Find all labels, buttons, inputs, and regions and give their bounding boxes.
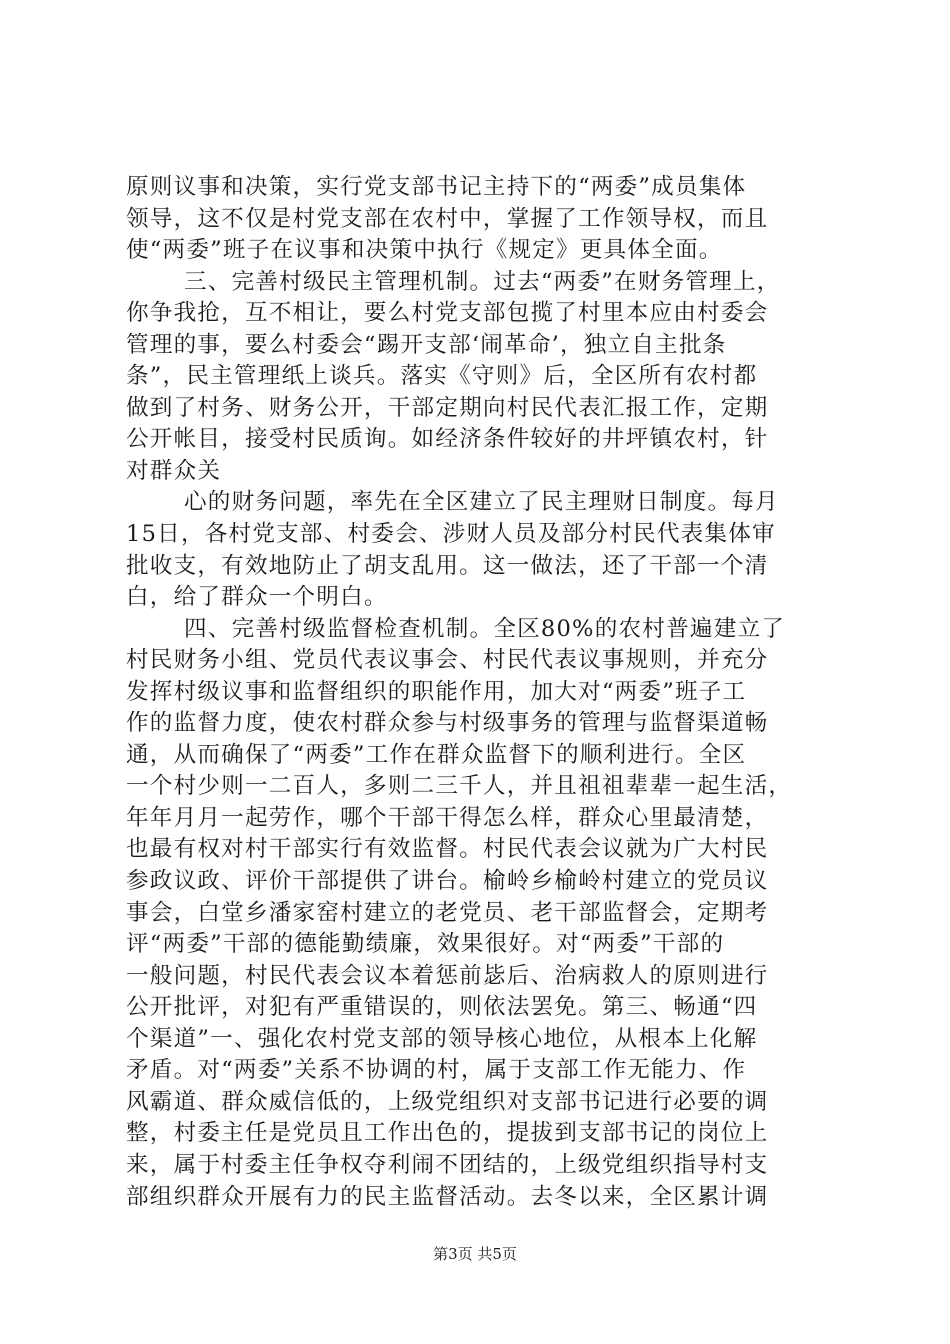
text-line: 批收支，有效地防止了胡支乱用。这一做法，还了干部一个清	[126, 552, 769, 579]
text-line: 也最有权对村干部实行有效监督。村民代表会议就为广大村民	[126, 836, 769, 863]
text-line: 白，给了群众一个明白。	[126, 584, 388, 611]
text-line: 条”，民主管理纸上谈兵。落实《守则》后，全区所有农村都	[126, 363, 758, 390]
text-line: 一个村少则一二百人，多则二三千人，并且祖祖辈辈一起生活，	[126, 773, 793, 800]
text-line: 公开帐目，接受村民质询。如经济条件较好的井坪镇农村，针	[126, 426, 769, 453]
text-line: 整，村委主任是党员且工作出色的，提拔到支部书记的岗位上	[126, 1120, 769, 1147]
text-line: 风霸道、群众威信低的，上级党组织对支部书记进行必要的调	[126, 1088, 769, 1115]
text-line: 三、完善村级民主管理机制。过去“两委”在财务管理上，	[184, 268, 781, 295]
page-footer: 第3页 共5页	[433, 1245, 517, 1263]
text-line: 村民财务小组、党员代表议事会、村民代表议事规则，并充分	[126, 647, 769, 674]
text-line: 你争我抢，互不相让，要么村党支部包揽了村里本应由村委会	[126, 300, 769, 327]
text-line: 原则议事和决策，实行党支部书记主持下的“两委”成员集体	[126, 174, 747, 200]
text-line: 四、完善村级监督检查机制。全区80%的农村普遍建立了	[184, 615, 786, 642]
text-line: 通，从而确保了“两委”工作在群众监督下的顺利进行。全区	[126, 741, 747, 768]
text-line: 领导，这不仅是村党支部在农村中，掌握了工作领导权，而且	[126, 205, 769, 232]
text-line: 公开批评，对犯有严重错误的，则依法罢免。第三、畅通“四	[126, 994, 758, 1021]
text-line: 个渠道”一、强化农村党支部的领导核心地位，从根本上化解	[126, 1025, 758, 1052]
text-line: 一般问题，村民代表会议本着惩前毖后、治病救人的原则进行	[126, 962, 769, 989]
text-line: 事会，白堂乡潘家窑村建立的老党员、老干部监督会，定期考	[126, 899, 769, 926]
text-line: 来，属于村委主任争权夺利闹不团结的，上级党组织指导村支	[126, 1151, 769, 1178]
text-line: 管理的事，要么村委会“踢开支部‘闹革命’，独立自主批条	[126, 331, 727, 358]
text-line: 年年月月一起劳作，哪个干部干得怎么样，群众心里最清楚，	[126, 804, 769, 831]
text-line: 对群众关	[126, 457, 222, 484]
document-body	[126, 172, 838, 1213]
text-line: 发挥村级议事和监督组织的职能作用，加大对“两委”班子工	[126, 678, 747, 705]
text-line: 参政议政、评价干部提供了讲台。榆岭乡榆岭村建立的党员议	[126, 868, 769, 895]
text-line: 做到了村务、财务公开，干部定期向村民代表汇报工作，定期	[126, 394, 769, 421]
text-line: 评“两委”干部的德能勤绩廉，效果很好。对“两委”干部的	[126, 931, 725, 958]
text-line: 部组织群众开展有力的民主监督活动。去冬以来，全区累计调	[126, 1183, 769, 1210]
text-line: 使“两委”班子在议事和决策中执行《规定》更具体全面。	[126, 237, 723, 264]
text-line: 15日，各村党支部、村委会、涉财人员及部分村民代表集体审	[126, 521, 776, 548]
text-line: 心的财务问题，率先在全区建立了民主理财日制度。每月	[184, 489, 779, 516]
text-line: 作的监督力度，使农村群众参与村级事务的管理与监督渠道畅	[126, 710, 769, 737]
text-line: 矛盾。对“两委”关系不协调的村，属于支部工作无能力、作	[126, 1057, 747, 1084]
